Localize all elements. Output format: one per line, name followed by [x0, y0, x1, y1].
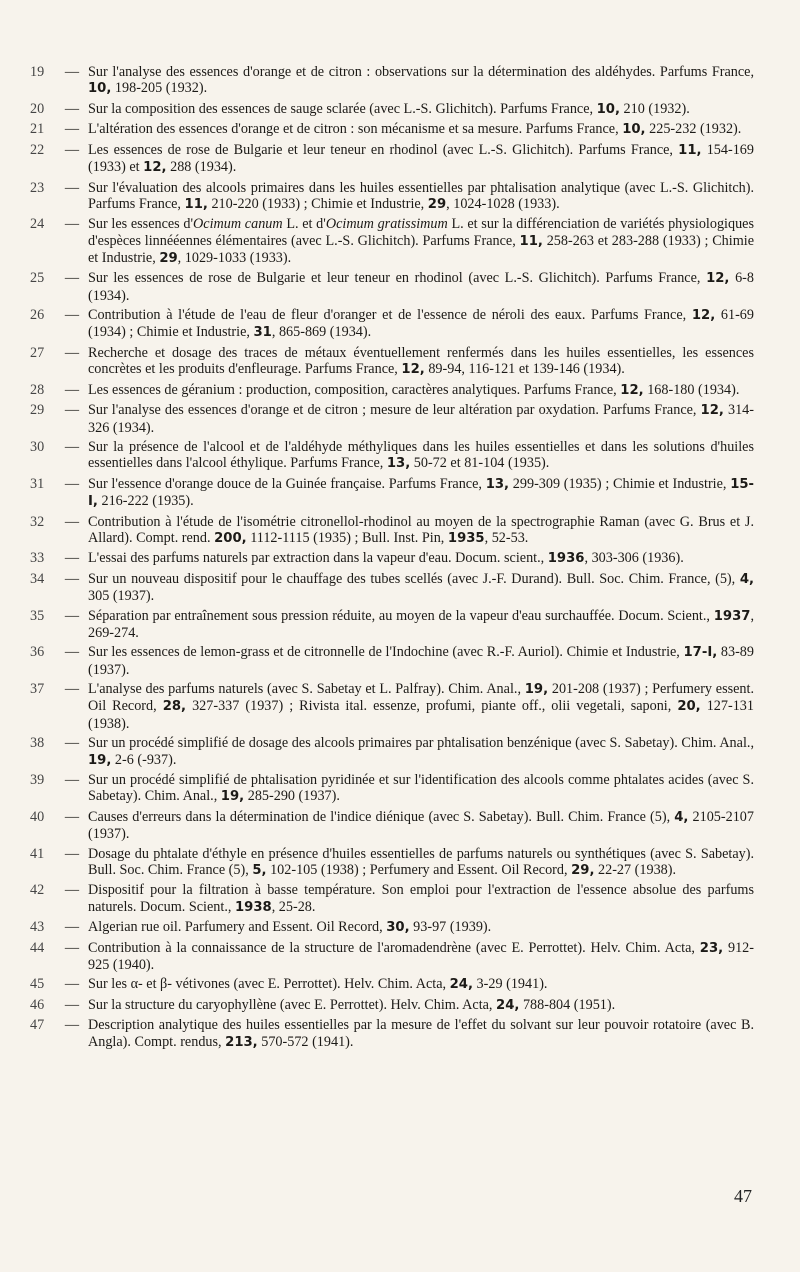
entry-text-run: Contribution à l'étude de l'eau de fleur d'oranger et de l'essence de néroli des eaux. Parfums France, [88, 307, 692, 324]
entry-text-run: 258-263 et 283-288 (1933) ; Chimie et Industrie, [88, 232, 754, 266]
entry-text [88, 476, 754, 511]
volume-number: 11, [678, 142, 702, 158]
entry-text-run: , 865-869 (1934). [271, 324, 372, 341]
entry-number: 29 [30, 402, 45, 419]
entry-text-run: L. et d' [282, 216, 326, 233]
entry-number: 42 [30, 882, 45, 899]
entry-number: 39 [30, 772, 45, 789]
volume-number: 15-I, [88, 476, 755, 510]
entry-dash: — [64, 570, 80, 587]
entry-number: 20 [30, 100, 45, 117]
bibliography-entry [30, 180, 754, 214]
entry-number: 30 [30, 439, 45, 455]
entry-text [88, 180, 754, 214]
entry-text [88, 882, 754, 916]
page-number: 47 [734, 1186, 752, 1206]
entry-text-run: Sur l'analyse des essences d'orange et de citron : observations sur la détermination des aldéhydes. Parfums France, [88, 64, 754, 80]
entry-text-run: Algerian rue oil. Parfumery and Essent. Oil Record, [88, 919, 387, 936]
entry-text-run: , 303-306 (1936). [584, 550, 684, 567]
entry-number: 25 [30, 270, 45, 287]
entry-dash: — [64, 344, 80, 361]
entry-dash: — [64, 996, 80, 1013]
entry-text-run: 570-572 (1941). [257, 1033, 354, 1050]
entry-text-run: 305 (1937). [88, 588, 155, 605]
entry-text [88, 307, 754, 342]
entry-text-run: , 269-274. [88, 607, 754, 641]
volume-number: 24, [449, 977, 473, 993]
entry-dash: — [64, 513, 80, 530]
bibliography-entry [30, 940, 754, 974]
volume-number: 4, [674, 809, 689, 825]
entry-dash: — [64, 439, 80, 455]
entry-number: 27 [30, 344, 45, 361]
entry-dash: — [64, 1017, 80, 1034]
entry-text [88, 940, 754, 974]
species-name: Ocimum gratissimum [325, 216, 448, 233]
entry-text-run: 201-208 (1937) ; Perfumery essent. Oil Record, [88, 681, 754, 715]
bibliography-entry [30, 846, 754, 880]
entry-text [88, 772, 754, 806]
volume-number: 1937 [713, 608, 751, 624]
entry-text-run: , 25-28. [271, 898, 316, 915]
entry-text-run: 216-222 (1935). [97, 493, 194, 510]
entry-text-run: 1112-1115 (1935) ; Bull. Inst. Pin, [246, 529, 448, 546]
entry-dash: — [64, 976, 80, 993]
entry-text-run: 22-27 (1938). [594, 861, 677, 878]
entry-text-run: Sur un procédé simplifié de phtalisation pyridinée et sur l'identification des alcools comme phtalates acides (avec S. Sabetay). Chim. Anal., [88, 772, 754, 805]
entry-text-run: Sur les essences d' [88, 216, 194, 233]
bibliography-entry [30, 550, 754, 567]
bibliography-entry [30, 772, 754, 806]
entry-text-run: Sur la composition des essences de sauge sclarée (avec L.-S. Glichitch). Parfums France, [88, 100, 597, 117]
entry-text-run: 288 (1934). [166, 159, 237, 176]
volume-number: 17-I, [683, 645, 718, 661]
volume-number: 12, [691, 308, 716, 324]
entry-text-run: 210-220 (1933) ; Chimie et Industrie, [207, 195, 428, 212]
entry-text-run: Sur les essences de lemon-grass et de citronnelle de l'Indochine (avec R.-F. Auriol). Chimie et Industrie, [88, 644, 684, 661]
entry-text-run: Séparation par entraînement sous pression réduite, au moyen de la vapeur d'eau surchauffée. Docum. Scient., [88, 607, 714, 624]
volume-number: 30, [386, 920, 410, 936]
entry-number: 47 [30, 1017, 45, 1034]
bibliography-entry [30, 216, 754, 267]
entry-text-run: Les essences de géranium : production, composition, caractères analytiques. Parfums France, [88, 381, 621, 398]
entry-number: 23 [30, 179, 45, 196]
entry-number: 24 [30, 216, 45, 233]
entry-text-run: , 1024-1028 (1933). [446, 195, 560, 212]
entry-text [88, 402, 754, 436]
entry-text-run: L. et sur la différenciation de variétés physiologiques d'espèces linnééennes élémentaires (avec L.-S. Glichitch). Parfums France, [88, 216, 755, 249]
volume-number: 19, [88, 752, 112, 768]
bibliography-entry [30, 142, 754, 177]
entry-text [88, 846, 754, 880]
volume-number: 31 [253, 325, 272, 341]
entry-text-run: Description analytique des huiles essentielles par la mesure de l'effet du solvant sur leur pouvoir rotatoire (avec B. Angla). Compt. rendus, [88, 1017, 754, 1050]
entry-text-run: Sur un nouveau dispositif pour le chauffage des tubes scellés (avec J.-F. Durand). Bull. Soc. Chim. France, (5), [88, 570, 740, 587]
entry-text-run: 61-69 (1934) ; Chimie et Industrie, [88, 307, 754, 341]
entry-text-run: 225-232 (1932). [645, 121, 742, 138]
entry-number: 43 [30, 919, 45, 936]
entry-text-run: Sur l'analyse des essences d'orange et de citron ; mesure de leur altération par oxydation. Parfums France, [88, 402, 701, 419]
volume-number: 28, [162, 699, 187, 715]
bibliography-entry [30, 270, 754, 304]
bibliography-entry [30, 976, 754, 993]
entry-text [88, 64, 754, 98]
entry-number: 33 [30, 550, 45, 567]
volume-number: 19, [220, 789, 245, 805]
volume-number: 20, [677, 699, 701, 715]
entry-text-run: 2105-2107 (1937). [88, 808, 754, 843]
entry-text [88, 644, 754, 678]
bibliography-entry [30, 809, 754, 843]
volume-number: 10, [622, 122, 646, 138]
bibliography-entry [30, 882, 754, 916]
entry-text [88, 919, 754, 936]
volume-number: 13, [386, 456, 411, 472]
entry-dash: — [64, 845, 80, 862]
entry-number: 37 [30, 681, 45, 698]
volume-number: 213, [225, 1034, 258, 1050]
volume-number: 11, [519, 233, 543, 249]
entry-text-run: L'essai des parfums naturels par extraction dans la vapeur d'eau. Docum. scient., [88, 550, 548, 567]
bibliography-entry [30, 997, 754, 1014]
entry-text-run: 198-205 (1932). [111, 80, 208, 97]
entry-dash: — [64, 882, 80, 899]
entry-dash: — [64, 939, 80, 956]
entry-text [88, 270, 754, 304]
bibliography-list [30, 64, 754, 1054]
bibliography-entry [30, 681, 754, 732]
entry-dash: — [64, 808, 80, 825]
entry-text-run: , 52-53. [484, 529, 529, 546]
entry-dash: — [64, 475, 80, 492]
entry-number: 32 [30, 513, 45, 530]
entry-text-run: Sur la structure du caryophyllène (avec E. Perrottet). Helv. Chim. Acta, [88, 996, 497, 1013]
bibliography-entry [30, 735, 754, 769]
entry-text-run: Dispositif pour la filtration à basse température. Son emploi pour l'extraction de l'essence absolue des parfums naturels. Docum. Scient., [88, 882, 754, 915]
entry-dash: — [64, 100, 80, 117]
entry-text-run: 788-804 (1951). [519, 996, 616, 1013]
entry-text [88, 997, 754, 1014]
entry-dash: — [64, 179, 80, 196]
entry-text-run: Recherche et dosage des traces de métaux éventuellement renfermés dans les huiles essentielles, les essences concrètes et les produits d'enfleurage. Parfums France, [88, 344, 754, 378]
entry-text-run: Sur l'essence d'orange douce de la Guinée française. Parfums France, [88, 475, 486, 492]
entry-text-run: 285-290 (1937). [244, 788, 340, 805]
entry-text-run: 102-105 (1938) ; Perfumery and Essent. Oil Record, [266, 861, 572, 878]
entry-text [88, 550, 754, 567]
bibliography-entry [30, 101, 754, 118]
bibliography-entry [30, 919, 754, 936]
volume-number: 1936 [547, 551, 585, 567]
bibliography-entry [30, 439, 754, 473]
entry-text [88, 382, 754, 399]
entry-text-run: Contribution à l'étude de l'isométrie citronellol-rhodinol au moyen de la spectrographie Raman (avec G. Brus et J. Allard). Compt. rend. [88, 513, 754, 546]
volume-number: 4, [739, 571, 754, 587]
entry-dash: — [64, 64, 80, 80]
entry-text [88, 976, 754, 993]
entry-number: 41 [30, 845, 45, 862]
entry-text [88, 439, 754, 473]
species-name: Ocimum canum [193, 216, 283, 233]
entry-text-run: Dosage du phtalate d'éthyle en présence d'huiles essentielles de parfums naturels ou synthétiques (avec S. Sabetay). Bull. Soc. Chim. France (5), [88, 845, 754, 878]
volume-number: 10, [88, 81, 112, 97]
entry-text-run: 912-925 (1940). [88, 939, 754, 973]
entry-dash: — [64, 919, 80, 936]
entry-text-run: 50-72 et 81-104 (1935). [410, 455, 550, 472]
volume-number: 12, [700, 403, 724, 419]
entry-number: 40 [30, 808, 45, 825]
bibliography-entry [30, 1017, 754, 1051]
entry-text [88, 514, 754, 548]
entry-text [88, 142, 754, 177]
entry-text-run: , 1029-1033 (1933). [177, 249, 292, 266]
entry-dash: — [64, 381, 80, 398]
volume-number: 1938 [234, 899, 272, 915]
entry-dash: — [64, 216, 80, 233]
entry-text-run: L'altération des essences d'orange et de citron : son mécanisme et sa mesure. Parfums France, [88, 121, 623, 138]
entry-number: 35 [30, 607, 45, 624]
entry-dash: — [64, 550, 80, 567]
entry-text-run: 299-309 (1935) ; Chimie et Industrie, [509, 475, 731, 492]
volume-number: 13, [485, 476, 510, 492]
volume-number: 1935 [447, 530, 485, 546]
entry-text [88, 809, 754, 843]
volume-number: 5, [252, 862, 267, 878]
entry-number: 38 [30, 735, 45, 752]
entry-text-run: 210 (1932). [620, 100, 690, 117]
entry-number: 26 [30, 307, 45, 324]
entry-text-run: 6-8 (1934). [88, 270, 754, 304]
entry-number: 31 [30, 475, 45, 492]
bibliography-entry [30, 476, 754, 511]
volume-number: 11, [184, 196, 208, 212]
bibliography-entry [30, 644, 754, 678]
volume-number: 29, [571, 862, 595, 878]
volume-number: 12, [620, 382, 644, 398]
bibliography-entry [30, 64, 754, 98]
bibliography-entry [30, 345, 754, 379]
entry-text [88, 1017, 754, 1051]
entry-dash: — [64, 141, 80, 158]
entry-text-run: Les essences de rose de Bulgarie et leur teneur en rhodinol (avec L.-S. Glichitch). Parfums France, [88, 141, 679, 158]
bibliography-entry [30, 121, 754, 138]
bibliography-entry [30, 382, 754, 399]
entry-text-run: 93-97 (1939). [409, 919, 492, 936]
entry-number: 19 [30, 64, 45, 80]
entry-number: 22 [30, 141, 45, 158]
entry-number: 45 [30, 976, 45, 993]
entry-text-run: 2-6 (-937). [111, 751, 177, 768]
volume-number: 24, [496, 997, 520, 1013]
bibliography-entry [30, 608, 754, 642]
bibliography-entry [30, 571, 754, 605]
volume-number: 29 [427, 196, 447, 212]
bibliography-entry [30, 307, 754, 342]
entry-text-run: 3-29 (1941). [473, 976, 548, 993]
entry-dash: — [64, 735, 80, 752]
volume-number: 29 [159, 250, 178, 266]
entry-text-run: Sur la présence de l'alcool et de l'aldéhyde méthyliques dans les huiles essentielles et dans les solutions d'huiles essentielles dans l'alcool éthylique. Parfums France, [88, 439, 754, 472]
volume-number: 12, [401, 362, 425, 378]
entry-text-run: Sur les α- et β- vétivones (avec E. Perrottet). Helv. Chim. Acta, [88, 976, 450, 993]
entry-text [88, 101, 754, 118]
entry-text [88, 681, 754, 732]
entry-number: 21 [30, 121, 45, 138]
volume-number: 12, [706, 271, 730, 287]
entry-text [88, 735, 754, 769]
entry-dash: — [64, 307, 80, 324]
bibliography-entry [30, 402, 754, 436]
entry-dash: — [64, 607, 80, 624]
entry-text [88, 608, 754, 642]
entry-text-run: 127-131 (1938). [88, 698, 754, 732]
entry-dash: — [64, 681, 80, 698]
entry-text-run: Sur un procédé simplifié de dosage des alcools primaires par phtalisation benzénique (avec S. Sabetay). Chim. Anal., [88, 735, 754, 752]
entry-text-run: 168-180 (1934). [643, 381, 740, 398]
volume-number: 23, [699, 940, 724, 956]
entry-text-run: Contribution à la connaissance de la structure de l'aromadendrène (avec E. Perrottet). Helv. Chim. Acta, [88, 939, 700, 956]
volume-number: 12, [143, 160, 167, 176]
entry-text [88, 345, 754, 379]
entry-text-run: 89-94, 116-121 et 139-146 (1934). [424, 361, 625, 378]
entry-text-run: Sur l'évaluation des alcools primaires dans les huiles essentielles par phtalisation analytique (avec L.-S. Glichitch). Parfums France, [88, 179, 754, 212]
volume-number: 200, [214, 530, 247, 546]
entry-text-run: 327-337 (1937) ; Rivista ital. essenze, profumi, piante off., olii vegetali, saponi, [186, 698, 678, 715]
bibliography-entry [30, 514, 754, 548]
entry-dash: — [64, 402, 80, 419]
entry-text-run: L'analyse des parfums naturels (avec S. Sabetay et L. Palfray). Chim. Anal., [88, 681, 525, 698]
entry-text-run: Causes d'erreurs dans la détermination de l'indice diénique (avec S. Sabetay). Bull. Chim. France (5), [88, 808, 675, 825]
entry-text [88, 216, 754, 267]
entry-text-run: 83-89 (1937). [88, 644, 754, 678]
entry-number: 46 [30, 996, 45, 1013]
entry-dash: — [64, 121, 80, 138]
entry-text-run: Sur les essences de rose de Bulgarie et leur teneur en rhodinol (avec L.-S. Glichitch). Parfums France, [88, 270, 707, 287]
entry-number: 36 [30, 644, 45, 661]
entry-number: 44 [30, 939, 45, 956]
entry-text-run: 314-326 (1934). [88, 402, 754, 436]
entry-text-run: 154-169 (1933) et [88, 141, 754, 176]
entry-number: 34 [30, 570, 45, 587]
entry-dash: — [64, 772, 80, 789]
entry-number: 28 [30, 381, 45, 398]
entry-text [88, 571, 754, 605]
entry-text [88, 121, 754, 138]
entry-dash: — [64, 644, 80, 661]
volume-number: 19, [524, 682, 549, 698]
entry-dash: — [64, 270, 80, 287]
volume-number: 10, [596, 101, 620, 117]
